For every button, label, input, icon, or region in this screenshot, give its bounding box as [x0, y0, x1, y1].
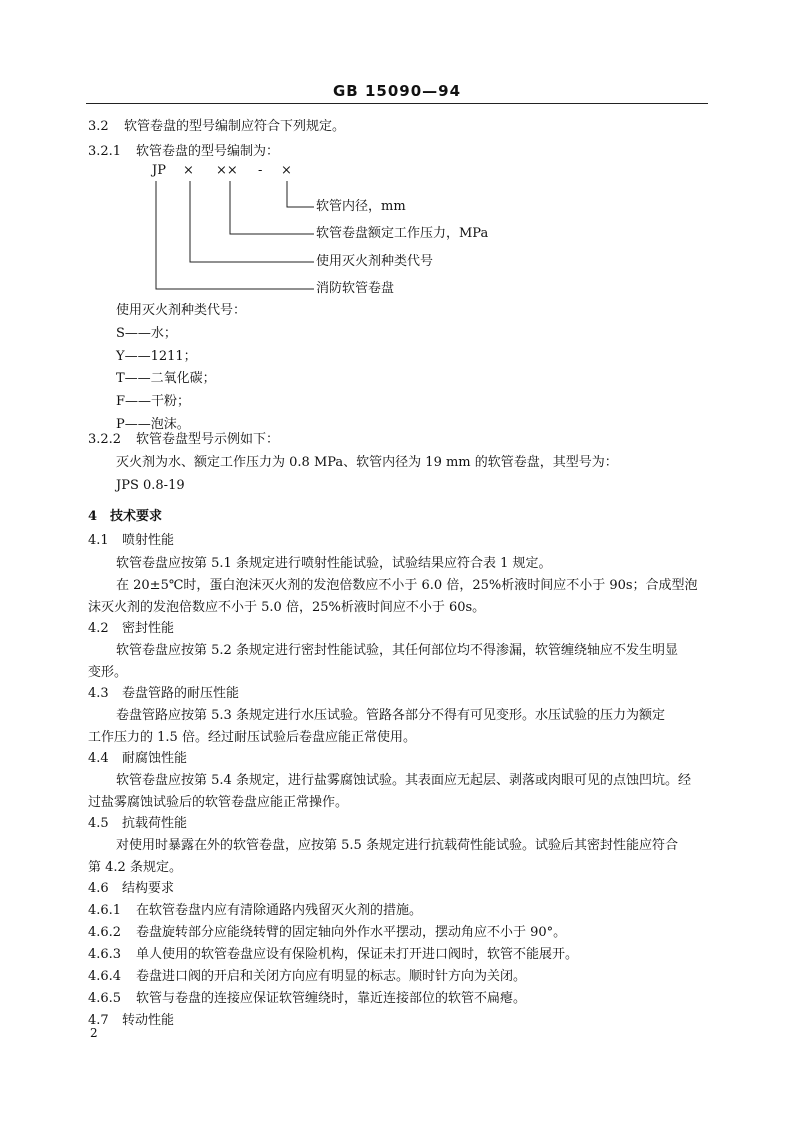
paragraph-line: 软管卷盘应按第 5.1 条规定进行喷射性能试验，试验结果应符合表 1 规定。 — [116, 556, 552, 571]
paragraph-line: 工作压力的 1.5 倍。经过耐压试验后卷盘应能正常使用。 — [88, 730, 416, 745]
section-text: 软管卷盘的型号编制应符合下列规定。 — [124, 119, 346, 134]
section-text: 结构要求 — [122, 881, 175, 896]
section-text: 单人使用的软管卷盘应设有保险机构，保证未打开进口阀时，软管不能展开。 — [136, 947, 579, 962]
agent-code-item: P——泡沫。 — [116, 417, 190, 432]
section-number: 4.6.2 — [88, 925, 122, 940]
section-4-6-5 — [88, 990, 526, 1008]
section-4-5 — [88, 815, 187, 833]
page-number: 2 — [90, 1026, 98, 1040]
code-x2: ×× — [216, 163, 238, 178]
section-4-1 — [88, 532, 174, 550]
paragraph-line: 过盐雾腐蚀试验后的软管卷盘应能正常操作。 — [88, 795, 349, 810]
section-text: 技术要求 — [110, 509, 163, 524]
section-4-3 — [88, 685, 239, 703]
section-number: 4.4 — [88, 751, 109, 766]
section-number: 4.1 — [88, 533, 109, 548]
section-number: 4.6.3 — [88, 947, 122, 962]
section-4-6-3 — [88, 946, 578, 964]
section-number: 4.3 — [88, 686, 109, 701]
section-number: 4.5 — [88, 816, 109, 831]
page-header: GB 15090—94 — [332, 82, 462, 100]
leader-jp — [156, 181, 314, 289]
agent-code-item: S——水； — [116, 326, 177, 341]
label-inner-diameter: 软管内径，mm — [316, 199, 406, 214]
section-3-2-2 — [88, 431, 279, 449]
leader-x1 — [190, 181, 314, 262]
label-hose-reel: 消防软管卷盘 — [316, 281, 395, 296]
section-text: 软管卷盘型号示例如下： — [136, 432, 280, 447]
paragraph-line: 沫灭火剂的发泡倍数应不小于 5.0 倍，25%析液时间应不小于 60s。 — [88, 600, 486, 615]
paragraph-line: 在 20±5℃时，蛋白泡沫灭火剂的发泡倍数应不小于 6.0 倍，25%析液时间应不小于 90s；合成型泡 — [116, 578, 698, 593]
agent-code-item: Y——1211； — [116, 349, 197, 364]
section-number: 4.2 — [88, 621, 109, 636]
section-number: 4.6.4 — [88, 969, 122, 984]
section-text: 喷射性能 — [122, 533, 175, 548]
section-4-6 — [88, 880, 174, 898]
paragraph-line: 变形。 — [88, 665, 128, 680]
label-rated-pressure: 软管卷盘额定工作压力，MPa — [316, 226, 489, 241]
code-x3: × — [281, 163, 292, 178]
paragraph-line: 对使用时暴露在外的软管卷盘，应按第 5.5 条规定进行抗载荷性能试验。试验后其密封性能应符合 — [116, 838, 678, 853]
section-text: 软管与卷盘的连接应保证软管缠绕时，靠近连接部位的软管不扁瘪。 — [136, 991, 527, 1006]
section-text: 密封性能 — [122, 621, 175, 636]
section-4-6-4 — [88, 968, 526, 986]
section-4 — [88, 508, 162, 526]
paragraph-line: 软管卷盘应按第 5.4 条规定，进行盐雾腐蚀试验。其表面应无起层、剥落或肉眼可见的点蚀凹坑。经 — [116, 773, 691, 788]
section-text: 软管卷盘的型号编制为： — [136, 144, 280, 159]
section-number: 3.2 — [88, 119, 109, 134]
section-text: 抗载荷性能 — [122, 816, 188, 831]
section-number: 4.6 — [88, 881, 109, 896]
section-number: 4 — [88, 509, 98, 524]
section-number: 3.2.2 — [88, 432, 122, 447]
section-number: 3.2.1 — [88, 144, 122, 159]
section-text: 耐腐蚀性能 — [122, 751, 188, 766]
paragraph-line: 卷盘管路应按第 5.3 条规定进行水压试验。管路各部分不得有可见变形。水压试验的压力为额定 — [116, 708, 665, 723]
section-text: 在软管卷盘内应有清除通路内残留灭火剂的措施。 — [136, 903, 423, 918]
paragraph-line: 第 4.2 条规定。 — [88, 860, 182, 875]
paragraph-line: 软管卷盘应按第 5.2 条规定进行密封性能试验，其任何部位均不得渗漏，软管缠绕轴应不发生明显 — [116, 643, 678, 658]
section-text: 卷盘旋转部分应能绕转臂的固定轴向外作水平摆动，摆动角应不小于 90°。 — [136, 925, 567, 940]
section-number: 4.7 — [88, 1013, 109, 1028]
leader-x3 — [287, 181, 314, 207]
label-agent-code: 使用灭火剂种类代号 — [316, 254, 434, 269]
paragraph-line: JPS 0.8-19 — [116, 478, 185, 493]
section-4-6-2 — [88, 924, 566, 942]
section-number: 4.6.1 — [88, 903, 122, 918]
model-code-diagram — [0, 0, 794, 320]
agent-code-item: F——干粉； — [116, 394, 191, 409]
agent-code-title: 使用灭火剂种类代号： — [116, 303, 247, 318]
agent-code-item: T——二氧化碳； — [116, 371, 216, 386]
code-dash: - — [258, 163, 263, 178]
section-text: 转动性能 — [122, 1013, 175, 1028]
section-4-4 — [88, 750, 187, 768]
section-4-6-1 — [88, 902, 422, 920]
section-number: 4.6.5 — [88, 991, 122, 1006]
section-text: 卷盘管路的耐压性能 — [122, 686, 240, 701]
section-4-2 — [88, 620, 174, 638]
code-x1: × — [183, 163, 194, 178]
section-4-7 — [88, 1012, 174, 1030]
code-jp: JP — [152, 163, 166, 178]
paragraph-line: 灭火剂为水、额定工作压力为 0.8 MPa、软管内径为 19 mm 的软管卷盘，其型号为： — [116, 455, 618, 470]
section-text: 卷盘进口阀的开启和关闭方向应有明显的标志。顺时针方向为关闭。 — [136, 969, 527, 984]
